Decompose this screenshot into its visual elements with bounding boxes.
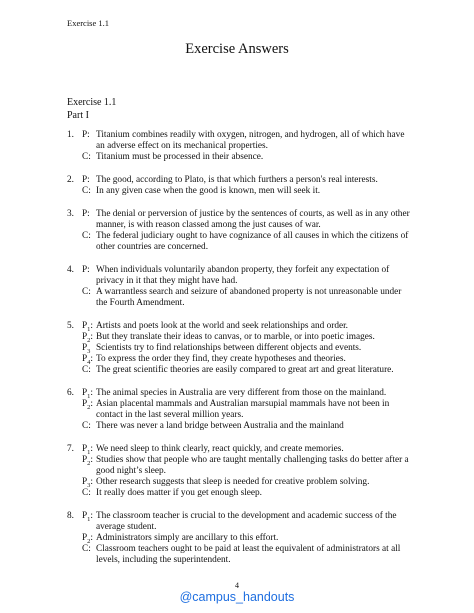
statement-text: The great scientific theories are easily compared to great art and great literature. (96, 365, 394, 375)
statement-label: P: (82, 130, 90, 140)
item-number (67, 287, 79, 309)
statement-label: $P_2$: (82, 399, 94, 411)
statement-text: Classroom teachers ought to be paid at least the equivalent of administrators at all levels, including the superintendent. (96, 544, 401, 565)
statement-label: C: (82, 365, 91, 375)
premise-conclusion-row (67, 354, 412, 365)
statement-text: Titanium must be processed in their absence. (96, 152, 264, 162)
item-number (67, 533, 79, 544)
statement-label: $P_3$: (82, 477, 94, 489)
answer-item (67, 175, 412, 197)
premise-conclusion-row (67, 321, 412, 332)
premise-conclusion-row (67, 343, 412, 354)
statement-label: C: (82, 488, 91, 498)
item-number (67, 343, 79, 354)
item-number (67, 421, 79, 432)
statement-label: C: (82, 152, 91, 162)
premise-conclusion-row (67, 287, 412, 309)
item-number (67, 544, 79, 566)
statement-label: P: (82, 209, 90, 219)
item-number (67, 365, 79, 376)
premise-conclusion-row (67, 421, 412, 432)
statement-text: Artists and poets look at the world and seek relationships and order. (96, 321, 348, 331)
premise-conclusion-row (67, 388, 412, 399)
premise-conclusion-row (67, 533, 412, 544)
item-number (67, 152, 79, 163)
item-number (67, 186, 79, 197)
statement-text: The classroom teacher is crucial to the development and academic success of the average student. (96, 511, 397, 532)
page-number: 4 (235, 581, 239, 590)
statement-label: $P_2$: (82, 533, 94, 545)
statement-text: Administrators simply are ancillary to this effort. (96, 533, 279, 543)
item-number: 4. (67, 265, 74, 275)
premise-conclusion-row (67, 399, 412, 421)
premise-conclusion-row (67, 231, 412, 253)
part-label: Part I (67, 109, 89, 121)
answer-item (67, 321, 412, 376)
premise-conclusion-row (67, 332, 412, 343)
statement-label: $P_2$: (82, 455, 94, 467)
exercise-answer-list (67, 130, 412, 578)
premise-conclusion-row (67, 544, 412, 566)
statement-label: $P_2$: (82, 332, 94, 344)
premise-conclusion-row (67, 488, 412, 499)
statement-text: The federal judiciary ought to have cognizance of all causes in which the citizens of other countries are concerned. (96, 231, 409, 252)
premise-conclusion-row (67, 175, 412, 186)
statement-label: $P_1$: (82, 388, 94, 400)
statement-label: $P_1$: (82, 321, 94, 333)
item-number: 3. (67, 209, 74, 219)
item-number (67, 399, 79, 421)
premise-conclusion-row (67, 444, 412, 455)
premise-conclusion-row (67, 186, 412, 197)
premise-conclusion-row (67, 511, 412, 533)
statement-label: $P_4$: (82, 354, 94, 366)
item-number (67, 477, 79, 488)
statement-text: But they translate their ideas to canvas, or to marble, or into poetic images. (96, 332, 375, 342)
statement-text: Titanium combines readily with oxygen, nitrogen, and hydrogen, all of which have an adverse effect on its mechanical properties. (96, 130, 405, 151)
page-title: Exercise Answers (185, 41, 289, 57)
statement-text: It really does matter if you get enough sleep. (96, 488, 263, 498)
statement-label: $P_1$: (82, 444, 94, 456)
answer-item (67, 511, 412, 566)
statement-text: In any given case when the good is known, men will seek it. (96, 186, 321, 196)
statement-label: C: (82, 231, 91, 241)
premise-conclusion-row (67, 152, 412, 163)
item-number (67, 455, 79, 477)
statement-text: Scientists try to find relationships between different objects and events. (96, 343, 362, 353)
section-heading (67, 97, 116, 122)
statement-text: The animal species in Australia are very different from those on the mainland. (96, 388, 387, 398)
statement-label: C: (82, 421, 91, 431)
premise-conclusion-row (67, 265, 412, 287)
premise-conclusion-row (67, 209, 412, 231)
item-number (67, 332, 79, 343)
premise-conclusion-row (67, 130, 412, 152)
answer-item (67, 388, 412, 432)
answer-item (67, 209, 412, 253)
item-number: 1. (67, 130, 74, 140)
watermark: @campus_handouts (179, 590, 295, 604)
premise-conclusion-row (67, 455, 412, 477)
item-number (67, 354, 79, 365)
statement-label: $P_1$: (82, 511, 94, 523)
answer-item (67, 265, 412, 309)
statement-label: P: (82, 265, 90, 275)
statement-text: A warrantless search and seizure of abandoned property is not unreasonable under the Fourth Amendment. (96, 287, 402, 308)
statement-text: We need sleep to think clearly, react quickly, and create memories. (96, 444, 344, 454)
statement-label: P: (82, 175, 90, 185)
statement-label: C: (82, 186, 91, 196)
statement-text: To express the order they find, they create hypotheses and theories. (96, 354, 346, 364)
item-number: 8. (67, 511, 74, 521)
premise-conclusion-row (67, 477, 412, 488)
premise-conclusion-row (67, 365, 412, 376)
statement-text: There was never a land bridge between Australia and the mainland (96, 421, 344, 431)
item-number: 7. (67, 444, 74, 454)
item-number: 6. (67, 388, 74, 398)
answer-item (67, 130, 412, 163)
statement-text: When individuals voluntarily abandon property, they forfeit any expectation of privacy in it that they might have had. (96, 265, 390, 286)
item-number (67, 231, 79, 253)
statement-text: The good, according to Plato, is that which furthers a person's real interests. (96, 175, 378, 185)
statement-text: The denial or perversion of justice by the sentences of courts, as well as in any other manner, is with reason classed among the just causes of war. (96, 209, 410, 230)
statement-label: C: (82, 544, 91, 554)
item-number: 5. (67, 321, 74, 331)
item-number: 2. (67, 175, 74, 185)
item-number (67, 488, 79, 499)
statement-text: Other research suggests that sleep is needed for creative problem solving. (96, 477, 370, 487)
running-header: Exercise 1.1 (67, 18, 110, 28)
statement-label: $P_3$ (82, 343, 91, 355)
answer-item (67, 444, 412, 499)
statement-label: C: (82, 287, 91, 297)
statement-text: Asian placental mammals and Australian marsupial mammals have not been in contact in the last several million years. (96, 399, 390, 420)
statement-text: Studies show that people who are taught mentally challenging tasks do better after a good night’s sleep. (96, 455, 409, 476)
exercise-label: Exercise 1.1 (67, 97, 117, 108)
